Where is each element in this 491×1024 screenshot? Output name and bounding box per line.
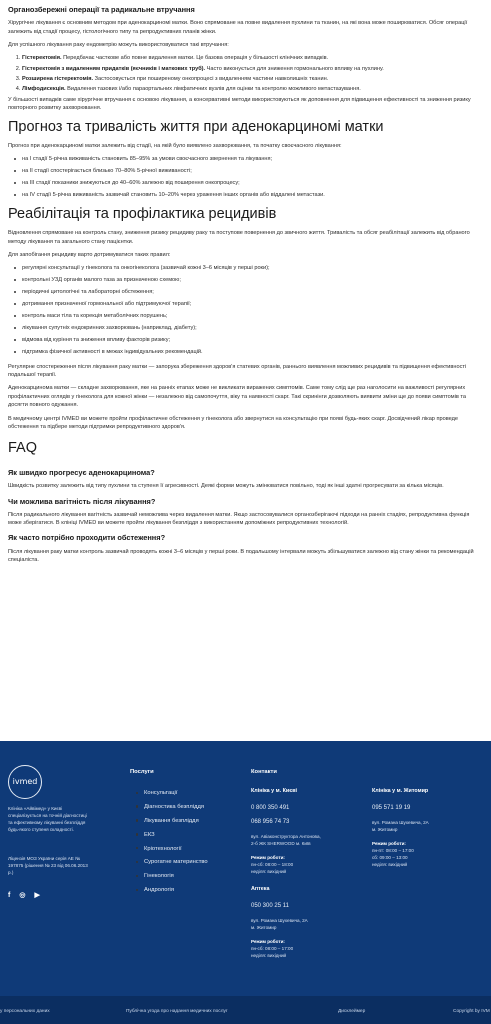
paragraph: Регулярне спостереження після лікування раку матки — запорука збереження здоров'я статевих органів, раннього виявлення можливих рецидивів та підвищення ефективності подальшої терапії.: [8, 363, 467, 378]
service-link[interactable]: Кріотехнології: [144, 845, 208, 854]
service-link[interactable]: Діагностика безпліддя: [144, 803, 208, 812]
instagram-icon[interactable]: ◎: [19, 892, 26, 899]
kyiv-clinic-contacts: [251, 787, 361, 876]
list-item: регулярні консультації у гінеколога та онкогінеколога (зазвичай кожні 3–6 місяців у перші роки);: [22, 264, 483, 272]
ivmed-logo[interactable]: ivmed: [8, 765, 42, 799]
hours-title: Режим роботи:: [251, 938, 285, 944]
clinic-about: Клініка «Айвімед» у Києві спеціалізується на точній діагностиці та ефективному лікуванні безпліддя будь-якого ступеня складності.: [8, 806, 87, 833]
hours-line: пн-сб: 08:00 – 18:00: [251, 861, 294, 867]
list-item: на III стадії показники знижуються до 40–60% залежно від поширення онкопроцесу;: [22, 179, 483, 187]
paragraph: Для успішного лікування раку ендометрію можуть використовуватися такі втручання:: [8, 41, 229, 48]
hours-line: пн-сб: 08:00 – 17:00: [251, 945, 294, 951]
paragraph: Для запобігання рецидиву варто дотримуватися таких правил:: [8, 251, 171, 258]
faq-question: Чи можлива вагітність після лікування?: [8, 496, 156, 506]
paragraph: Прогноз при аденокарциномі матки залежить від стадії, на якій було виявлено захворювання, та початку своєчасного лікування:: [8, 143, 342, 150]
hours-line: неділя: вихідний: [372, 861, 408, 867]
faq-answer: Після лікування раку матки контроль зазвичай проводять кожні 3–6 місяців у перші роки. В подальшому інтервали можуть збільшуватися залежно від стану жінки та рекомендацій спеціаліста.: [8, 548, 474, 563]
paragraph: В медичному центрі IVMED ви можете пройти профілактичне обстеження у гінеколога або звернутися на консультацію при появі будь-яких скарг. Досвідчений лікар проведе обстеження та підбере методи підтримки репродуктивного здоров'я.: [8, 415, 458, 430]
address-line: вул. Романа Шухевича, 2А: [251, 918, 308, 924]
paragraph: Відновлення спрямоване на контроль стану, зниження ризику рецидиву раку та поступове повернення до звичного життя. Тривалість та обсяг реабілітації залежить від обраного методу лікування та загального стану пацієнтки.: [8, 230, 470, 245]
prognosis-list: [22, 155, 483, 199]
paragraph: Хірургічне лікування є основним методом при аденокарциномі матки. Воно спрямоване на повне видалення пухлини та тканин, на які вона може поширюватися. Обсяг операції залежить від стадії процесу, гістологічного типу та репродуктивних планів жінки.: [8, 20, 468, 35]
disclaimer-link[interactable]: Дисклеймер: [338, 1009, 366, 1014]
phone-link[interactable]: 050 300 25 11: [251, 903, 289, 910]
phone-link[interactable]: 0 800 350 491: [251, 805, 290, 812]
public-offer-link[interactable]: Публічна угода про надання медичних послуг: [126, 1009, 228, 1014]
service-link[interactable]: Андрологія: [144, 886, 208, 895]
hours-title: Режим роботи:: [251, 854, 285, 860]
list-item: контрольні УЗД органів малого таза за призначеною схемою;: [22, 276, 483, 284]
zhytomyr-clinic-contacts: [372, 787, 482, 868]
zhytomyr-clinic-title: Клініка у м. Житомир: [372, 788, 429, 794]
list-item: підтримка фізичної активності в межах індивідуальних рекомендацій.: [22, 348, 483, 356]
phone-link[interactable]: 068 956 74 73: [251, 819, 290, 826]
list-item: контроль маси тіла та корекція метаболічних порушень;: [22, 312, 483, 320]
list-item: лікування супутніх ендокринних захворювань (наприклад, діабету);: [22, 324, 483, 332]
rehab-list: [22, 264, 483, 356]
hours-line: неділя: вихідний: [251, 952, 287, 958]
services-list: [144, 789, 208, 900]
list-item: періодичні цитологічні та лабораторні обстеження;: [22, 288, 483, 296]
address-line: м. Житомир: [372, 827, 398, 832]
list-item: на II стадії спостерігається близько 70–80% 5-річної виживаності;: [22, 167, 483, 175]
pharmacy-title: Аптека: [251, 886, 270, 892]
section-heading-surgery: Органозбережні операції та радикальне втручання: [8, 5, 195, 14]
list-item: на IV стадії 5-річна виживаність зазвичай становить 10–20% через ураження інших органів або віддалені метастази.: [22, 191, 483, 199]
pharmacy-contacts: [251, 885, 361, 960]
phone-link[interactable]: 095 571 19 19: [372, 805, 411, 812]
list-item: на I стадії 5-річна виживаність становить 85–95% за умови своєчасного звернення та лікування;: [22, 155, 483, 163]
footer-bottom-bar: [0, 996, 491, 1024]
list-item: 4. Лімфодисекція. Видалення тазових і/або параортальних лімфатичних вузлів для оцінки та контролю можливого метастазування.: [22, 85, 483, 93]
address-line: вул. Авіаконструктора Антонова,: [251, 834, 321, 840]
privacy-link[interactable]: у персональних даних: [0, 1009, 50, 1014]
paragraph: У більшості випадків саме хірургічне втручання є основою лікування, а консервативні методи використовуються як доповнення для підвищення ефективності та зниження ризику повторного розвитку захворювання.: [8, 96, 471, 112]
hours-line: пн-пт: 08:00 – 17:00: [372, 847, 414, 853]
hours-line: неділя: вихідний: [251, 868, 287, 874]
facebook-icon[interactable]: f: [8, 892, 11, 899]
list-item: 2. Гістеректомія з видаленням придатків (яєчників і маткових труб). Часто виконується для зниження гормонального впливу на пухлину.: [22, 65, 483, 73]
faq-heading: FAQ: [8, 440, 38, 457]
contacts-heading: Контакти: [251, 769, 277, 775]
service-link[interactable]: Сурогатне материнство: [144, 859, 208, 866]
license-info: Ліцензія МОЗ України серія АЕ № 197875 (рішення № 23 від 06.06.2013 р.): [8, 856, 88, 876]
paragraph: Аденокарцинома матки — складне захворювання, яке на ранніх етапах може не викликати виражених симптомів. Саме тому слід ще раз наголосити на важливості регулярних профілактичних оглядів у гінеколога для кожної жінки — незалежно від самопочуття, віку та наявності скарг. Такі скринінги дозволяють виявити зміни ще до появи симптомів та досягти повного одужання.: [8, 385, 466, 409]
address-line: вул. Романа Шухевича, 2А: [372, 820, 429, 826]
social-links: [8, 891, 40, 902]
faq-question: Як швидко прогресує аденокарцинома?: [8, 468, 155, 478]
service-link[interactable]: Лікування безпліддя: [144, 817, 208, 826]
faq-answer: Після радикального лікування вагітність зазвичай неможлива через видалення матки. Якщо застосовувалися органозберігаючі підходи на ранніх стадіях, репродуктивна функція може зберігатися. В клініці IVMED ви можете пройти лікування безпліддя з використанням допоміжних репродуктивних технологій.: [8, 511, 470, 527]
address-line: м. Житомир: [251, 925, 277, 930]
faq-answer: Швидкість розвитку залежить від типу пухлини та ступеня її агресивності. Деякі форми можуть змінюватися повільно, тоді як інші здатні прогресувати за кілька місяців.: [8, 483, 444, 490]
kyiv-clinic-title: Клініка у м. Києві: [251, 788, 298, 794]
service-link[interactable]: Гінекологія: [144, 872, 208, 881]
section-heading-prognosis: Прогноз та тривалість життя при аденокарциномі матки: [8, 118, 384, 135]
list-item: 1. Гістеректомія. Передбачає часткове або повне видалення матки. Це базова операція у більшості клінічних випадків.: [22, 54, 483, 62]
list-item: відмова від куріння та зниження впливу факторів ризику;: [22, 336, 483, 344]
hours-line: сб: 09:00 – 13:00: [372, 854, 408, 860]
site-footer: [0, 741, 491, 996]
list-item: 3. Розширена гістеректомія. Застосовується при поширеному онкопроцесі з видаленням частини навколишніх тканин.: [22, 75, 483, 83]
section-heading-rehab: Реабілітація та профілактика рецидивів: [8, 205, 277, 222]
services-heading: Послуги: [130, 769, 154, 775]
faq-question: Як часто потрібно проходити обстеження?: [8, 533, 166, 543]
youtube-icon[interactable]: ▶: [34, 892, 40, 899]
address-line: 2-б ЖК SHERWOOD м. Київ: [251, 841, 311, 846]
hours-title: Режим роботи:: [372, 840, 406, 846]
list-item: дотримання призначеної гормональної або підтримуючої терапії;: [22, 300, 483, 308]
service-link[interactable]: ЕКЗ: [144, 831, 208, 840]
surgery-list: [22, 54, 483, 94]
service-link[interactable]: Консультації: [144, 789, 208, 798]
copyright: Copyright by IVM: [453, 1009, 490, 1014]
